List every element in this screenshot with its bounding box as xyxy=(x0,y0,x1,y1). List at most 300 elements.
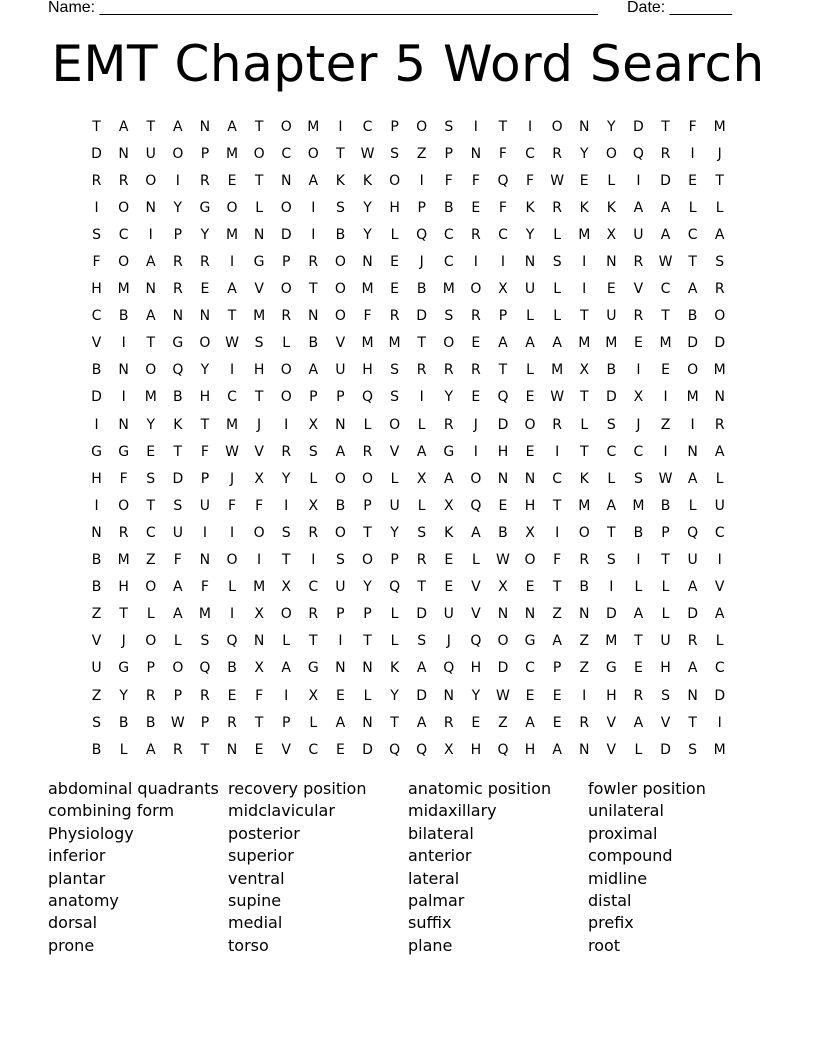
grid-letter[interactable]: R xyxy=(552,145,562,162)
grid-letter[interactable]: Y xyxy=(119,687,128,704)
grid-letter[interactable]: G xyxy=(172,335,184,352)
grid-letter[interactable]: A xyxy=(308,362,319,379)
grid-letter[interactable]: N xyxy=(308,308,319,325)
grid-letter[interactable]: P xyxy=(444,145,453,162)
grid-letter[interactable]: L xyxy=(580,416,589,433)
grid-letter[interactable]: I xyxy=(338,118,343,135)
grid-letter[interactable]: W xyxy=(225,443,239,460)
grid-letter[interactable]: A xyxy=(525,335,535,352)
grid-letter[interactable]: T xyxy=(363,524,372,541)
grid-letter[interactable]: D xyxy=(714,335,726,352)
grid-letter[interactable]: S xyxy=(606,416,616,433)
grid-letter[interactable]: A xyxy=(471,524,481,541)
grid-letter[interactable]: L xyxy=(607,470,616,487)
grid-letter[interactable]: A xyxy=(173,118,183,135)
grid-letter[interactable]: B xyxy=(335,226,346,243)
grid-letter[interactable]: R xyxy=(633,687,644,704)
grid-letter[interactable]: L xyxy=(715,199,724,216)
grid-letter[interactable]: E xyxy=(227,687,237,704)
grid-letter[interactable]: L xyxy=(119,741,128,758)
grid-letter[interactable]: A xyxy=(606,497,617,514)
grid-letter[interactable]: J xyxy=(717,145,722,162)
grid-letter[interactable]: H xyxy=(470,660,482,677)
grid-letter[interactable]: P xyxy=(363,606,372,623)
grid-letter[interactable]: Y xyxy=(363,226,372,243)
grid-letter[interactable]: N xyxy=(280,172,292,189)
grid-letter[interactable]: I xyxy=(473,443,478,460)
grid-letter[interactable]: G xyxy=(443,443,455,460)
grid-letter[interactable]: P xyxy=(552,660,562,677)
grid-letter[interactable]: A xyxy=(498,335,508,352)
grid-letter[interactable]: B xyxy=(443,199,454,216)
grid-letter[interactable]: B xyxy=(145,714,156,731)
grid-letter[interactable]: D xyxy=(660,172,671,189)
grid-letter[interactable]: T xyxy=(309,633,318,650)
grid-letter[interactable]: R xyxy=(281,308,292,325)
grid-letter[interactable]: K xyxy=(362,172,373,189)
grid-letter[interactable]: M xyxy=(361,335,374,352)
grid-letter[interactable]: L xyxy=(417,497,426,514)
grid-letter[interactable]: D xyxy=(91,389,102,406)
grid-letter[interactable]: R xyxy=(308,254,319,271)
grid-letter[interactable]: O xyxy=(389,416,401,433)
grid-letter[interactable]: O xyxy=(334,524,346,541)
grid-letter[interactable]: O xyxy=(307,145,319,162)
grid-letter[interactable]: C xyxy=(308,741,319,758)
grid-letter[interactable]: R xyxy=(227,714,237,731)
grid-letter[interactable]: W xyxy=(658,254,673,271)
grid-letter[interactable]: B xyxy=(118,714,129,731)
grid-letter[interactable]: L xyxy=(526,308,534,325)
grid-letter[interactable]: N xyxy=(145,199,156,216)
grid-letter[interactable]: V xyxy=(91,335,102,352)
grid-letter[interactable]: O xyxy=(280,362,292,379)
grid-letter[interactable]: R xyxy=(91,172,102,189)
grid-letter[interactable]: Y xyxy=(200,362,210,379)
grid-letter[interactable]: T xyxy=(200,416,210,433)
grid-letter[interactable]: C xyxy=(281,145,292,162)
grid-letter[interactable]: L xyxy=(715,470,724,487)
grid-letter[interactable]: X xyxy=(308,687,319,704)
grid-letter[interactable]: S xyxy=(390,389,400,406)
grid-letter[interactable]: X xyxy=(416,470,427,487)
grid-letter[interactable]: Q xyxy=(416,226,428,243)
grid-letter[interactable]: N xyxy=(524,254,536,271)
grid-letter[interactable]: H xyxy=(91,281,102,298)
grid-letter[interactable]: R xyxy=(443,416,454,433)
grid-letter[interactable]: I xyxy=(717,552,722,569)
grid-letter[interactable]: O xyxy=(172,145,184,162)
grid-letter[interactable]: R xyxy=(200,254,210,271)
grid-letter[interactable]: K xyxy=(389,660,400,677)
grid-letter[interactable]: A xyxy=(660,199,671,216)
grid-letter[interactable]: L xyxy=(688,199,697,216)
grid-letter[interactable]: E xyxy=(471,199,481,216)
grid-letter[interactable]: R xyxy=(443,362,454,379)
grid-letter[interactable]: U xyxy=(633,226,644,243)
grid-letter[interactable]: O xyxy=(145,362,157,379)
grid-letter[interactable]: U xyxy=(145,145,156,162)
grid-letter[interactable]: T xyxy=(336,145,345,162)
grid-letter[interactable]: N xyxy=(362,254,373,271)
grid-letter[interactable]: I xyxy=(419,389,424,406)
grid-letter[interactable]: E xyxy=(390,281,399,298)
grid-letter[interactable]: Y xyxy=(525,226,535,243)
grid-letter[interactable]: W xyxy=(225,335,239,352)
grid-letter[interactable]: T xyxy=(579,308,589,325)
grid-letter[interactable]: W xyxy=(360,145,375,162)
grid-letter[interactable]: P xyxy=(661,524,670,541)
grid-letter[interactable]: L xyxy=(553,281,562,298)
grid-letter[interactable]: I xyxy=(175,172,180,189)
grid-letter[interactable]: O xyxy=(334,281,346,298)
grid-letter[interactable]: I xyxy=(94,199,99,216)
grid-letter[interactable]: Y xyxy=(390,524,399,541)
grid-letter[interactable]: O xyxy=(470,470,482,487)
grid-letter[interactable]: N xyxy=(226,741,238,758)
grid-letter[interactable]: S xyxy=(606,552,616,569)
grid-letter[interactable]: P xyxy=(363,497,372,514)
grid-letter[interactable]: A xyxy=(335,714,346,731)
grid-letter[interactable]: M xyxy=(117,281,130,298)
grid-letter[interactable]: E xyxy=(661,362,670,379)
grid-letter[interactable]: E xyxy=(335,741,345,758)
grid-letter[interactable]: J xyxy=(121,633,126,650)
grid-letter[interactable]: R xyxy=(714,281,725,298)
grid-letter[interactable]: N xyxy=(172,308,184,325)
grid-letter[interactable]: I xyxy=(609,579,614,596)
grid-letter[interactable]: R xyxy=(172,254,183,271)
grid-letter[interactable]: W xyxy=(658,470,673,487)
grid-letter[interactable]: D xyxy=(280,226,292,243)
grid-letter[interactable]: Y xyxy=(200,226,210,243)
grid-letter[interactable]: G xyxy=(605,660,617,677)
grid-letter[interactable]: J xyxy=(636,416,641,433)
grid-letter[interactable]: N xyxy=(714,389,725,406)
grid-letter[interactable]: N xyxy=(578,118,590,135)
grid-letter[interactable]: I xyxy=(257,552,262,569)
grid-letter[interactable]: A xyxy=(633,714,644,731)
grid-letter[interactable]: K xyxy=(579,470,589,487)
grid-letter[interactable]: E xyxy=(146,443,156,460)
grid-letter[interactable]: E xyxy=(390,254,399,271)
grid-letter[interactable]: O xyxy=(118,254,130,271)
grid-letter[interactable]: O xyxy=(226,552,238,569)
grid-letter[interactable]: E xyxy=(552,687,562,704)
grid-letter[interactable]: F xyxy=(92,254,101,271)
grid-letter[interactable]: R xyxy=(470,226,481,243)
grid-letter[interactable]: Q xyxy=(497,172,509,189)
grid-letter[interactable]: A xyxy=(173,606,183,623)
grid-letter[interactable]: M xyxy=(632,497,645,514)
grid-letter[interactable]: O xyxy=(145,172,157,189)
grid-letter[interactable]: T xyxy=(146,335,156,352)
grid-letter[interactable]: O xyxy=(118,497,130,514)
grid-letter[interactable]: Q xyxy=(470,633,482,650)
grid-letter[interactable]: C xyxy=(362,118,373,135)
grid-letter[interactable]: T xyxy=(661,552,670,569)
grid-letter[interactable]: T xyxy=(688,254,697,271)
grid-letter[interactable]: L xyxy=(661,579,670,596)
grid-letter[interactable]: I xyxy=(121,389,126,406)
grid-letter[interactable]: P xyxy=(498,308,508,325)
grid-letter[interactable]: A xyxy=(227,118,237,135)
grid-letter[interactable]: I xyxy=(94,416,99,433)
grid-letter[interactable]: B xyxy=(91,741,102,758)
grid-letter[interactable]: Y xyxy=(579,145,589,162)
grid-letter[interactable]: E xyxy=(444,552,454,569)
grid-letter[interactable]: F xyxy=(119,470,128,487)
grid-letter[interactable]: A xyxy=(118,118,129,135)
grid-letter[interactable]: N xyxy=(199,118,211,135)
grid-letter[interactable]: Z xyxy=(552,606,562,623)
grid-letter[interactable]: T xyxy=(254,118,264,135)
grid-letter[interactable]: T xyxy=(146,118,156,135)
grid-letter[interactable]: A xyxy=(145,254,156,271)
grid-letter[interactable]: L xyxy=(526,362,534,379)
grid-letter[interactable]: S xyxy=(390,145,400,162)
grid-letter[interactable]: E xyxy=(444,579,454,596)
grid-letter[interactable]: S xyxy=(444,308,454,325)
grid-letter[interactable]: O xyxy=(253,145,265,162)
grid-letter[interactable]: B xyxy=(660,497,671,514)
grid-letter[interactable]: C xyxy=(633,443,644,460)
grid-letter[interactable]: R xyxy=(470,362,481,379)
grid-letter[interactable]: P xyxy=(281,714,291,731)
grid-letter[interactable]: I xyxy=(582,687,587,704)
grid-letter[interactable]: Y xyxy=(471,687,481,704)
grid-letter[interactable]: Q xyxy=(687,524,699,541)
grid-letter[interactable]: O xyxy=(334,254,346,271)
grid-letter[interactable]: D xyxy=(172,470,184,487)
grid-letter[interactable]: O xyxy=(361,552,373,569)
grid-letter[interactable]: R xyxy=(362,443,373,460)
grid-letter[interactable]: F xyxy=(200,579,209,596)
grid-letter[interactable]: T xyxy=(634,633,643,650)
grid-letter[interactable]: O xyxy=(280,118,292,135)
grid-letter[interactable]: E xyxy=(254,741,264,758)
grid-letter[interactable]: H xyxy=(118,579,129,596)
grid-letter[interactable]: L xyxy=(146,606,155,623)
grid-letter[interactable]: Z xyxy=(498,714,508,731)
grid-letter[interactable]: A xyxy=(552,335,562,352)
grid-letter[interactable]: T xyxy=(661,308,670,325)
grid-letter[interactable]: X xyxy=(254,606,264,623)
grid-letter[interactable]: I xyxy=(555,524,560,541)
grid-letter[interactable]: T xyxy=(579,443,589,460)
grid-letter[interactable]: O xyxy=(280,606,292,623)
grid-letter[interactable]: I xyxy=(284,687,289,704)
grid-letter[interactable]: C xyxy=(525,660,535,677)
grid-letter[interactable]: K xyxy=(579,199,589,216)
grid-letter[interactable]: R xyxy=(660,145,671,162)
grid-letter[interactable]: N xyxy=(118,362,129,379)
grid-letter[interactable]: S xyxy=(254,335,264,352)
grid-letter[interactable]: N xyxy=(687,443,698,460)
grid-letter[interactable]: E xyxy=(471,714,481,731)
grid-letter[interactable]: E xyxy=(525,687,535,704)
grid-letter[interactable]: O xyxy=(199,335,211,352)
grid-letter[interactable]: M xyxy=(713,741,726,758)
grid-letter[interactable]: L xyxy=(282,335,291,352)
grid-letter[interactable]: X xyxy=(308,497,319,514)
grid-letter[interactable]: B xyxy=(91,579,102,596)
grid-letter[interactable]: L xyxy=(607,172,616,189)
grid-letter[interactable]: E xyxy=(579,172,589,189)
grid-letter[interactable]: C xyxy=(606,443,617,460)
grid-letter[interactable]: Q xyxy=(199,660,211,677)
grid-letter[interactable]: A xyxy=(552,741,562,758)
grid-letter[interactable]: I xyxy=(311,552,316,569)
grid-letter[interactable]: V xyxy=(660,714,671,731)
grid-letter[interactable]: A xyxy=(687,470,698,487)
grid-letter[interactable]: R xyxy=(308,524,319,541)
grid-letter[interactable]: E xyxy=(606,281,616,298)
grid-letter[interactable]: I xyxy=(473,254,478,271)
grid-letter[interactable]: K xyxy=(335,172,345,189)
grid-letter[interactable]: V xyxy=(91,633,102,650)
grid-letter[interactable]: E xyxy=(200,281,210,298)
grid-letter[interactable]: Z xyxy=(579,633,590,650)
grid-letter[interactable]: I xyxy=(148,226,153,243)
grid-letter[interactable]: L xyxy=(228,579,236,596)
grid-letter[interactable]: S xyxy=(552,254,562,271)
grid-letter[interactable]: R xyxy=(443,714,454,731)
grid-letter[interactable]: S xyxy=(417,524,427,541)
grid-letter[interactable]: C xyxy=(308,579,319,596)
grid-letter[interactable]: N xyxy=(118,145,129,162)
grid-letter[interactable]: R xyxy=(633,254,644,271)
grid-letter[interactable]: O xyxy=(118,199,130,216)
grid-letter[interactable]: B xyxy=(498,524,508,541)
grid-letter[interactable]: Z xyxy=(91,606,102,623)
grid-letter[interactable]: O xyxy=(145,633,157,650)
grid-letter[interactable]: T xyxy=(498,118,508,135)
grid-letter[interactable]: U xyxy=(335,579,346,596)
grid-letter[interactable]: O xyxy=(145,579,157,596)
grid-letter[interactable]: E xyxy=(525,443,535,460)
grid-letter[interactable]: S xyxy=(92,714,101,731)
grid-letter[interactable]: P xyxy=(336,389,345,406)
grid-letter[interactable]: T xyxy=(390,714,399,731)
grid-letter[interactable]: I xyxy=(636,172,641,189)
grid-letter[interactable]: D xyxy=(416,308,428,325)
grid-letter[interactable]: Q xyxy=(632,145,644,162)
grid-letter[interactable]: R xyxy=(714,416,725,433)
grid-letter[interactable]: D xyxy=(660,741,671,758)
grid-letter[interactable]: I xyxy=(338,633,343,650)
grid-letter[interactable]: S xyxy=(417,633,427,650)
grid-letter[interactable]: P xyxy=(200,714,210,731)
grid-letter[interactable]: Y xyxy=(363,199,372,216)
grid-letter[interactable]: M xyxy=(307,118,320,135)
grid-letter[interactable]: Y xyxy=(444,389,454,406)
grid-letter[interactable]: R xyxy=(389,308,400,325)
grid-letter[interactable]: I xyxy=(663,443,668,460)
grid-letter[interactable]: C xyxy=(498,226,508,243)
grid-letter[interactable]: B xyxy=(91,552,102,569)
grid-letter[interactable]: U xyxy=(687,552,698,569)
grid-letter[interactable]: A xyxy=(443,470,454,487)
grid-letter[interactable]: O xyxy=(443,335,455,352)
grid-letter[interactable]: V xyxy=(471,579,481,596)
grid-letter[interactable]: I xyxy=(527,118,533,135)
grid-letter[interactable]: V xyxy=(254,281,264,298)
grid-letter[interactable]: T xyxy=(552,497,562,514)
grid-letter[interactable]: C xyxy=(714,660,725,677)
grid-letter[interactable]: P xyxy=(309,389,318,406)
grid-letter[interactable]: F xyxy=(471,172,480,189)
grid-letter[interactable]: S xyxy=(633,470,643,487)
grid-letter[interactable]: L xyxy=(173,633,182,650)
grid-letter[interactable]: M xyxy=(198,606,211,623)
grid-letter[interactable]: C xyxy=(118,226,129,243)
grid-letter[interactable]: M xyxy=(225,416,239,433)
grid-letter[interactable]: R xyxy=(416,552,427,569)
grid-letter[interactable]: M xyxy=(442,281,455,298)
grid-letter[interactable]: G xyxy=(253,254,265,271)
grid-letter[interactable]: F xyxy=(255,497,264,514)
grid-letter[interactable]: C xyxy=(687,226,698,243)
grid-letter[interactable]: Q xyxy=(361,389,373,406)
grid-letter[interactable]: Y xyxy=(146,416,156,433)
grid-letter[interactable]: A xyxy=(525,714,535,731)
grid-letter[interactable]: N xyxy=(497,606,509,623)
grid-letter[interactable]: E xyxy=(633,660,643,677)
grid-letter[interactable]: I xyxy=(311,226,316,243)
grid-letter[interactable]: F xyxy=(498,145,507,162)
grid-letter[interactable]: O xyxy=(714,308,726,325)
grid-letter[interactable]: N xyxy=(687,687,698,704)
grid-letter[interactable]: H xyxy=(389,199,400,216)
grid-letter[interactable]: F xyxy=(363,308,372,325)
grid-letter[interactable]: O xyxy=(334,308,346,325)
grid-letter[interactable]: S xyxy=(173,497,183,514)
grid-letter[interactable]: N xyxy=(253,226,265,243)
grid-letter[interactable]: M xyxy=(388,335,401,352)
grid-letter[interactable]: J xyxy=(419,254,424,271)
grid-letter[interactable]: L xyxy=(309,470,318,487)
grid-letter[interactable]: D xyxy=(416,606,428,623)
grid-letter[interactable]: I xyxy=(94,497,99,514)
grid-letter[interactable]: S xyxy=(661,687,670,704)
grid-letter[interactable]: I xyxy=(663,389,668,406)
grid-letter[interactable]: I xyxy=(419,172,424,189)
grid-letter[interactable]: O xyxy=(687,362,699,379)
grid-letter[interactable]: N xyxy=(606,254,617,271)
grid-letter[interactable]: O xyxy=(389,172,401,189)
grid-letter[interactable]: H xyxy=(199,389,211,406)
grid-letter[interactable]: Y xyxy=(390,687,399,704)
grid-letter[interactable]: A xyxy=(173,579,183,596)
grid-letter[interactable]: B xyxy=(335,497,346,514)
grid-letter[interactable]: P xyxy=(200,145,210,162)
grid-letter[interactable]: V xyxy=(606,714,617,731)
grid-letter[interactable]: N xyxy=(145,281,156,298)
grid-letter[interactable]: M xyxy=(225,145,239,162)
grid-letter[interactable]: E xyxy=(227,172,237,189)
grid-letter[interactable]: H xyxy=(253,362,265,379)
grid-letter[interactable]: O xyxy=(416,118,428,135)
grid-letter[interactable]: Q xyxy=(443,660,455,677)
grid-letter[interactable]: O xyxy=(470,281,482,298)
grid-letter[interactable]: O xyxy=(361,470,373,487)
grid-letter[interactable]: M xyxy=(253,579,266,596)
grid-letter[interactable]: T xyxy=(200,741,210,758)
grid-letter[interactable]: G xyxy=(91,443,102,460)
grid-letter[interactable]: S xyxy=(308,443,318,460)
grid-letter[interactable]: V xyxy=(254,443,264,460)
